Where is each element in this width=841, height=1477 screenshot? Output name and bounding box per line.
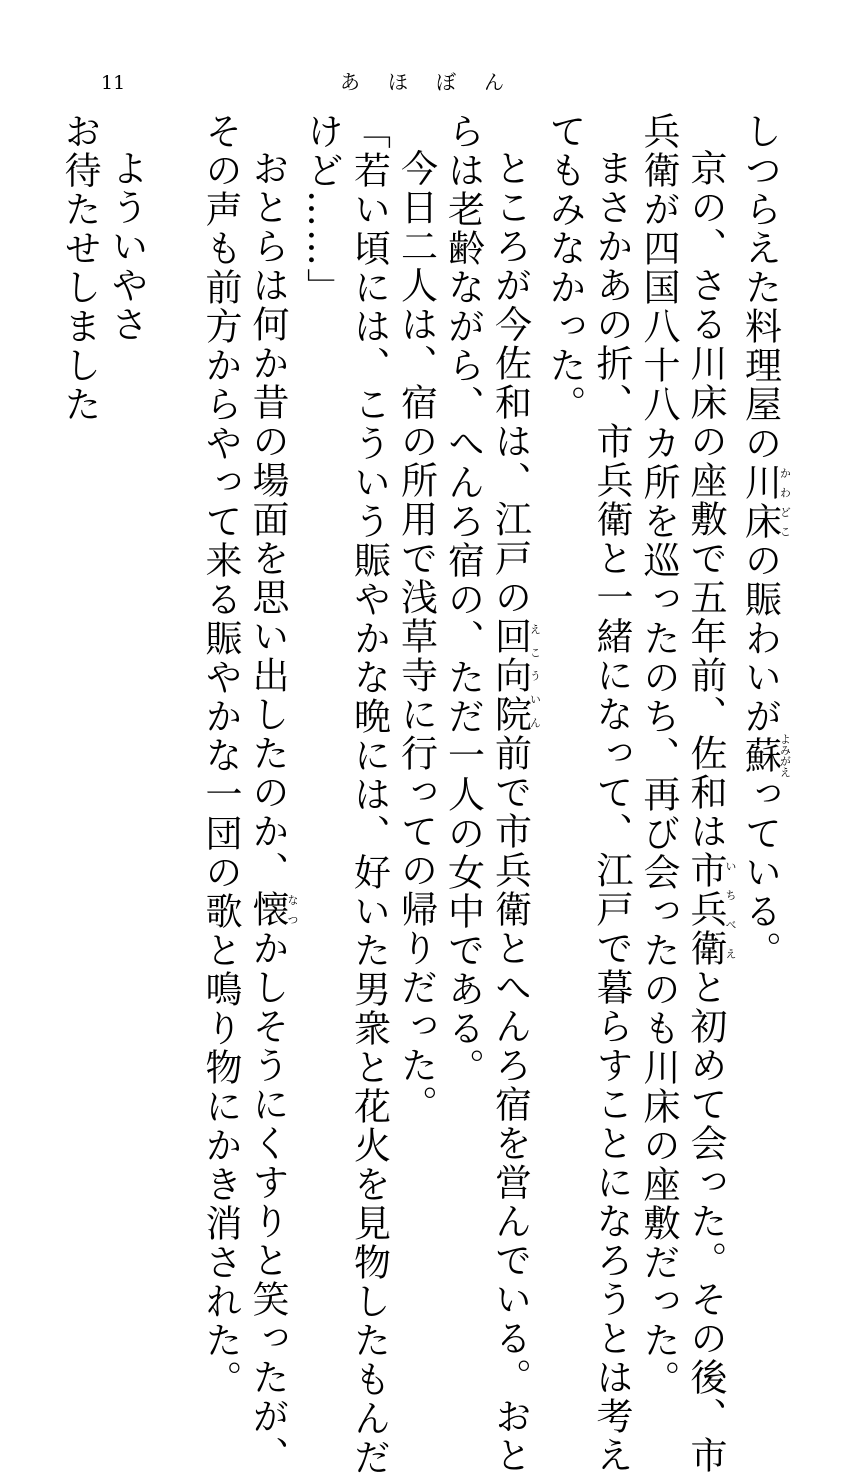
text-line-6: ところが今佐和は、江戸の回向院えこういん前で市兵衛とへんろ宿を営んでいる。おと	[488, 149, 542, 1475]
running-title: あほぼん	[340, 70, 532, 94]
text-line-10: けど……」	[300, 112, 344, 307]
text-line-1: しつらえた料理屋の川床かわどこの賑わいが蘇よみがえっている。	[738, 112, 792, 970]
text-line-3: 兵衛が四国八十八カ所を巡ったのち、再び会ったのも川床の座敷だった。	[637, 112, 680, 1399]
text-line-11: おとらは何か昔の場面を思い出したのか、懐なつかしそうにくすりと笑ったが、	[246, 149, 299, 1475]
ruby-ekouin: 回向院えこういん	[488, 617, 542, 734]
ruby-yomigae: 蘇よみがえ	[738, 733, 792, 778]
text-line-7: らは老齢ながら、へんろ宿の、ただ一人の女中である。	[441, 112, 485, 1087]
text-line-12: その声も前方からやって来る賑やかな一団の歌と鳴り物にかき消された。	[199, 112, 242, 1399]
blank-line	[150, 112, 197, 1142]
text-line-5: てもみなかった。	[543, 112, 586, 424]
page-number: 11	[101, 72, 126, 94]
text-line-13: よういやさ	[105, 149, 148, 344]
ruby-kawadoko: 川床かわどこ	[738, 463, 792, 541]
text-line-4: まさかあの折、市兵衛と一緒になって、江戸で暮らすことになろうとは考え	[590, 149, 633, 1475]
body-text	[56, 112, 792, 1477]
text-line-2: 京の、さる川床の座敷で五年前、佐和は市兵衛いちべえと初めて会った。その後、市	[684, 149, 737, 1475]
text-line-8: 今日二人は、宿の所用で浅草寺に行っての帰りだった。	[394, 149, 438, 1124]
text-line-9: 「若い頃には、こういう賑やかな晩には、好いた男衆と花火を見物したもんだ	[347, 112, 391, 1477]
ruby-ichibe: 市兵衛いちべえ	[684, 851, 737, 968]
ruby-natsu: 懐なつ	[246, 890, 299, 929]
text-line-14: お待たせしました	[58, 112, 101, 424]
